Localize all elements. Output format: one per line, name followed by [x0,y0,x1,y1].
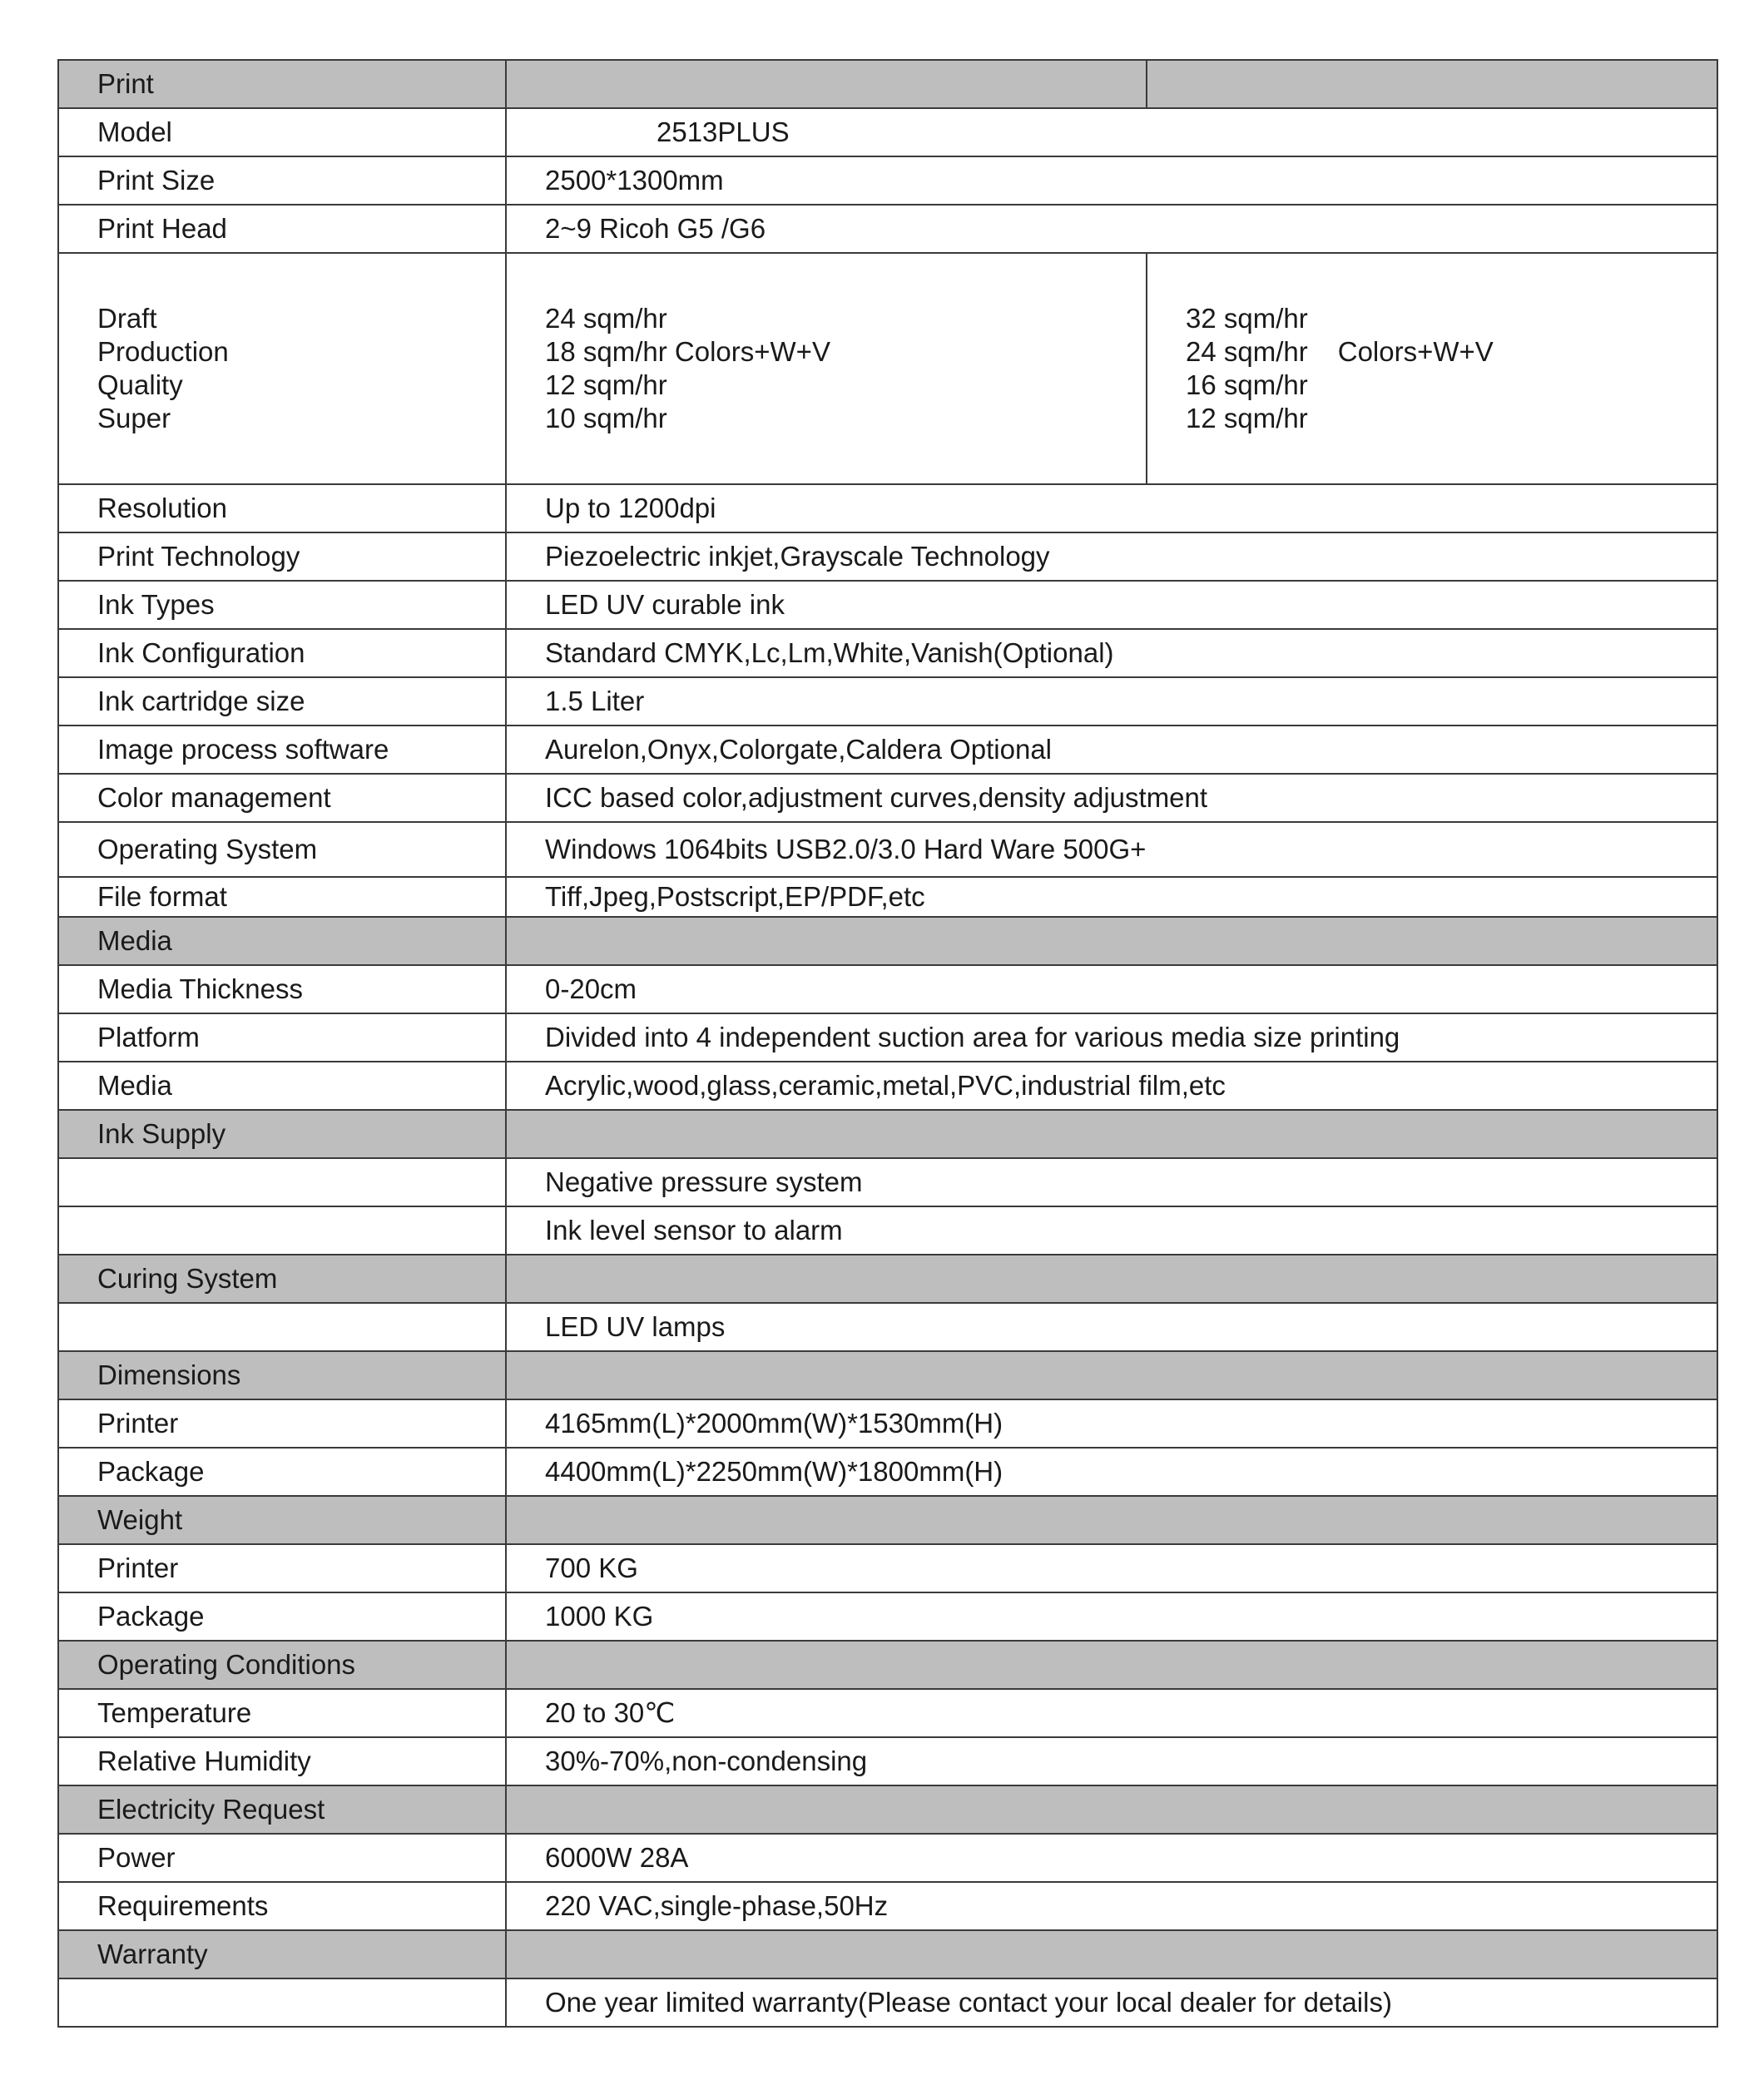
speed-values-b [1147,253,1717,484]
speed-mode-draft: Draft [97,302,157,334]
speed-value: 16 sqm/hr [1186,369,1308,400]
spec-label: Power [58,1834,506,1882]
spec-row-image-process-software [58,726,1717,774]
spec-row-power [58,1834,1717,1882]
speed-value: 10 sqm/hr [545,403,667,434]
section-title-weight: Weight [58,1496,506,1544]
spec-value: 2500*1300mm [506,156,1717,205]
spec-value: LED UV lamps [506,1303,1717,1351]
spec-value: Standard CMYK,Lc,Lm,White,Vanish(Optional) [506,629,1717,677]
spec-value: 4165mm(L)*2000mm(W)*1530mm(H) [506,1399,1717,1448]
spec-value: 30%-70%,non-condensing [506,1737,1717,1785]
spec-value: LED UV curable ink [506,581,1717,629]
spec-row-dimensions-printer [58,1399,1717,1448]
spec-label: Color management [58,774,506,822]
spec-label: Model [58,108,506,156]
spec-value: Piezoelectric inkjet,Grayscale Technology [506,532,1717,581]
spec-value: 2513PLUS [506,108,1717,156]
spec-label: Image process software [58,726,506,774]
spec-value: Up to 1200dpi [506,484,1717,532]
section-title-curing-system: Curing System [58,1255,506,1303]
speed-mode-super: Super [97,403,171,434]
spec-row-model [58,108,1717,156]
section-row-operating-conditions [58,1641,1717,1689]
speed-mode-quality: Quality [97,369,183,400]
spec-label: Resolution [58,484,506,532]
spec-value: 6000W 28A [506,1834,1717,1882]
spec-label: Temperature [58,1689,506,1737]
spec-row-requirements [58,1882,1717,1930]
spec-value: 1000 KG [506,1592,1717,1641]
spec-row-speed [58,253,1717,484]
spec-label: Media [58,1062,506,1110]
spec-label: Printer [58,1544,506,1592]
speed-value: 24 sqm/hr [545,302,667,334]
spec-label: Relative Humidity [58,1737,506,1785]
spec-value: Aurelon,Onyx,Colorgate,Caldera Optional [506,726,1717,774]
spec-row-ink-types [58,581,1717,629]
spec-value: ICC based color,adjustment curves,density adjustment [506,774,1717,822]
spec-row-media-thickness [58,965,1717,1013]
spec-label: Platform [58,1013,506,1062]
spec-row-print-head [58,205,1717,253]
spec-row-dimensions-package [58,1448,1717,1496]
spec-value: 20 to 30℃ [506,1689,1717,1737]
section-row-dimensions [58,1351,1717,1399]
section-row-electricity-request [58,1785,1717,1834]
spec-row-ink-cartridge-size [58,677,1717,726]
section-row-warranty [58,1930,1717,1978]
spec-row-weight-package [58,1592,1717,1641]
spec-label: Requirements [58,1882,506,1930]
spec-row-ink-supply-2 [58,1206,1717,1255]
spec-row-weight-printer [58,1544,1717,1592]
speed-value: 32 sqm/hr [1186,302,1308,334]
spec-label: Ink Types [58,581,506,629]
speed-value: 24 sqm/hr [1186,335,1308,367]
spec-label: Package [58,1448,506,1496]
spec-row-ink-configuration [58,629,1717,677]
spec-row-ink-supply-1 [58,1158,1717,1206]
section-title-operating-conditions: Operating Conditions [58,1641,506,1689]
section-title-print: Print [58,60,506,108]
spec-value: Acrylic,wood,glass,ceramic,metal,PVC,industrial film,etc [506,1062,1717,1110]
section-row-print [58,60,1717,108]
section-title-dimensions: Dimensions [58,1351,506,1399]
spec-row-humidity [58,1737,1717,1785]
spec-row-file-format [58,877,1717,917]
spec-label: File format [58,877,506,917]
spec-label: Print Head [58,205,506,253]
speed-values-a [506,253,1147,484]
spec-label: Printer [58,1399,506,1448]
spec-value: Tiff,Jpeg,Postscript,EP/PDF,etc [506,877,1717,917]
spec-row-resolution [58,484,1717,532]
spec-value: Negative pressure system [506,1158,1717,1206]
spec-row-print-technology [58,532,1717,581]
spec-value: Divided into 4 independent suction area for various media size printing [506,1013,1717,1062]
spec-label: Ink Configuration [58,629,506,677]
speed-mode-labels [58,253,506,484]
spec-row-platform [58,1013,1717,1062]
spec-value: 220 VAC,single-phase,50Hz [506,1882,1717,1930]
spec-value: 4400mm(L)*2250mm(W)*1800mm(H) [506,1448,1717,1496]
spec-row-curing-1 [58,1303,1717,1351]
speed-value: 18 sqm/hr Colors+W+V [545,335,830,367]
speed-value: 12 sqm/hr [1186,403,1308,434]
section-title-media: Media [58,917,506,965]
section-title-warranty: Warranty [58,1930,506,1978]
spec-value: One year limited warranty(Please contact your local dealer for details) [506,1978,1717,2027]
spec-table [57,59,1718,2028]
spec-row-temperature [58,1689,1717,1737]
spec-row-warranty-1 [58,1978,1717,2027]
spec-value: Ink level sensor to alarm [506,1206,1717,1255]
spec-value: 0-20cm [506,965,1717,1013]
section-row-ink-supply [58,1110,1717,1158]
speed-value-note: Colors+W+V [1337,335,1494,367]
spec-value: 2~9 Ricoh G5 /G6 [506,205,1717,253]
section-title-ink-supply: Ink Supply [58,1110,506,1158]
speed-value-line [1186,335,1717,369]
speed-mode-production: Production [97,335,229,367]
spec-row-operating-system [58,822,1717,877]
section-title-electricity-request: Electricity Request [58,1785,506,1834]
spec-label: Package [58,1592,506,1641]
section-row-curing-system [58,1255,1717,1303]
spec-label: Media Thickness [58,965,506,1013]
section-row-media [58,917,1717,965]
spec-value: 1.5 Liter [506,677,1717,726]
spec-label: Print Size [58,156,506,205]
spec-row-print-size [58,156,1717,205]
section-row-weight [58,1496,1717,1544]
spec-value: Windows 1064bits USB2.0/3.0 Hard Ware 500G+ [506,822,1717,877]
spec-value: 700 KG [506,1544,1717,1592]
spec-row-media [58,1062,1717,1110]
spec-label: Ink cartridge size [58,677,506,726]
spec-label: Print Technology [58,532,506,581]
spec-row-color-management [58,774,1717,822]
speed-value: 12 sqm/hr [545,369,667,400]
spec-label: Operating System [58,822,506,877]
